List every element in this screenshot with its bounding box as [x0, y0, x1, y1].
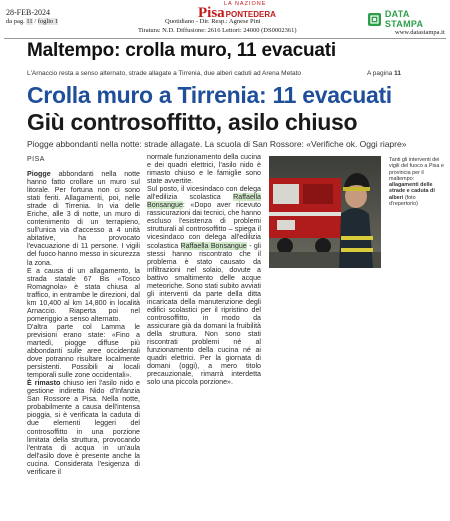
paragraph: È rimasto chiuso ieri l'asilo nido e gestione indiretta Nido d'Infanzia San Rossore a Pisa. Nella notte, probabilmente a causa dell'intensa pioggia, si è verificata la caduta di due elementi leggeri del controsoffitto in una porzione limitata della struttura, provocando l'entrata di acqua in un'aula dell'asilo dove è presente anche la cucina. Considerata l'esigenza di verificare il [27, 379, 140, 476]
firefighter-photo [269, 156, 381, 268]
kicker-subheadline: L'Arnaccio resta a senso alternato, strade allagate a Tirrenia, due alberi caduti ad Arena Metato [27, 70, 302, 77]
page-reference: A pagina 11 [367, 70, 401, 77]
paragraph: D'altra parte col Lamma le previsioni erano state: «Fino a martedì, piogge diffuse più abbondanti sulle aree occidentali dove potranno risultare localmente persistenti. Possibili ai locali temporali sulle zone occidentali». [27, 322, 140, 380]
paragraph: normale funzionamento della cucina e dei quadri elettrici, l'asilo nido è rimasto chiuso e le famiglie sono state avvertite. [147, 153, 261, 186]
page-number: 11 [26, 18, 33, 25]
datastampa-url: www.datastampa.it [395, 29, 445, 36]
main-headline-line1: Crolla muro a Tirrenia: 11 evacuati [27, 82, 392, 108]
highlighted-name: Raffaella Bonsangue [180, 241, 247, 250]
article-column-1 [27, 170, 140, 476]
main-headline-line2: Giù controsoffitto, asilo chiuso [27, 109, 358, 135]
newspaper-masthead [198, 1, 288, 19]
photo-caption: Tanti gli interventi dei vigili del fuoco a Pisa e provincia per il maltempo: allagamenti delle strade e caduta di alberi (foto d'repertorio) [389, 157, 444, 208]
sheet-number: foglio 1 [37, 18, 59, 25]
article-column-2 [147, 153, 261, 386]
masthead-main: Pisa [198, 5, 225, 21]
paragraph: Sul posto, il vicesindaco con delega all'edilizia scolastica Raffaella Bonsangue: «Dopo aver ricevuto rassicurazioni dai tecnici, che hanno escluso l'esistenza di problemi strutturali al controsoffitto – spiega il vicesindaco con delega all'edilizia scolastica Raffaella Bonsangue - gli stessi hanno riscontrato che il problema è stato causato da infiltrazioni nel solaio, dovute a battivo smaltimento delle acque meteoriche. Sono stati subito avviati gli interventi da parte della ditta incaricata della manutenzione degli edifici scolastici per il ripristino del controsoffitto, in modo da assicurare già da domani la fruibilità della struttura. Non sono stati riscontrati problemi né al funzionamento della cucina né ai quadri elettrici. Per la giornata di domani (oggi), a mero titolo precauzionale, rimarrà interdetta solo una piccola porzione». [147, 185, 261, 387]
circulation-meta: Tiratura: N.D. Diffusione: 2616 Lettori: 24000 (DS0002361) [138, 27, 297, 34]
masthead-sub: PONTEDERA [225, 10, 276, 19]
masthead-top: LA NAZIONE [224, 1, 267, 7]
page-info: da pag. 11 / foglio 1 [6, 18, 59, 25]
highlighted-name: Raffaella Bonsangue [147, 193, 261, 210]
kicker-headline: Maltempo: crolla muro, 11 evacuati [27, 40, 336, 61]
article-summary: Piogge abbondanti nella notte: strade allagate. La scuola di San Rossore: «Verifiche ok. Oggi riapre» [27, 139, 407, 149]
paragraph: E a causa di un allagamento, la strada statale 67 Bis «Tosco Romagnola» è stata chiusa al traffico, in entrambe le direzioni, dal km 10,400 al km 14,800 in località Arnaccio. Riaperta poi nel pomeriggio a senso alternato. [27, 266, 140, 323]
page-header [0, 0, 450, 40]
press-date: 28-FEB-2024 [6, 8, 50, 17]
publication-meta: Quotidiano - Dir. Resp.: Agnese Pini [165, 18, 261, 25]
datastampa-logo-icon [368, 13, 381, 26]
header-divider [4, 38, 446, 39]
datastampa-logo-text: DATA STAMPA [384, 9, 424, 29]
datastampa-logo [368, 9, 450, 29]
dateline-place: PISA [27, 156, 45, 163]
paragraph: Piogge abbondanti nella notte hanno fatto crollare un muro sul litorale. Per fortuna non ci sono stati feriti. Allagamenti, poi, nelle strade di Tirrenia. In via delle Eriche, alle 3 di notte, un muro di contenimento di un terrapieno, sull'unica via d'accesso a 4 unità abitative, ha provocato l'evacuazione di 11 persone. I vigili del fuoco hanno messo in sicurezza la zona. [27, 170, 140, 267]
